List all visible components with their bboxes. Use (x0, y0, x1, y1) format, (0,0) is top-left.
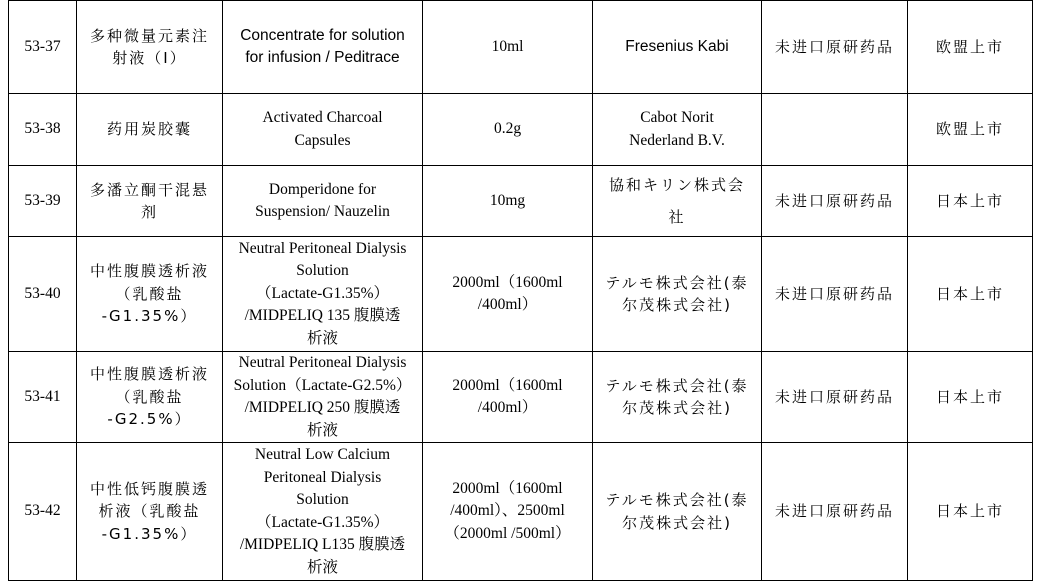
english-name: Domperidone for Suspension/ Nauzelin (223, 166, 423, 237)
category: 未进口原研药品 (762, 237, 908, 352)
category: 未进口原研药品 (762, 352, 908, 443)
specification: 2000ml（1600ml /400ml） (423, 237, 593, 352)
table-row (9, 1, 1033, 94)
specification: 0.2g (423, 94, 593, 166)
table-row (9, 443, 1033, 581)
holder: テルモ株式会社(泰 尔茂株式会社) (593, 352, 762, 443)
row-id: 53-41 (9, 352, 77, 443)
specification: 2000ml（1600ml /400ml） (423, 352, 593, 443)
specification: 10mg (423, 166, 593, 237)
category (762, 94, 908, 166)
chinese-name: 中性腹膜透析液 （乳酸盐 -G1.35%） (77, 237, 223, 352)
table-row (9, 352, 1033, 443)
market-status: 日本上市 (908, 237, 1033, 352)
holder: Cabot Norit Nederland B.V. (593, 94, 762, 166)
specification: 2000ml（1600ml /400ml）、2500ml （2000ml /500ml） (423, 443, 593, 581)
market-status: 欧盟上市 (908, 94, 1033, 166)
market-status: 日本上市 (908, 166, 1033, 237)
category: 未进口原研药品 (762, 166, 908, 237)
row-id: 53-42 (9, 443, 77, 581)
row-id: 53-40 (9, 237, 77, 352)
table-row (9, 237, 1033, 352)
english-name: Neutral Peritoneal Dialysis Solution（Lactate-G2.5%） /MIDPELIQ 250 腹膜透 析液 (223, 352, 423, 443)
english-name: Concentrate for solution for infusion / Peditrace (223, 1, 423, 94)
chinese-name: 药用炭胶囊 (77, 94, 223, 166)
table-row (9, 166, 1033, 237)
english-name: Activated Charcoal Capsules (223, 94, 423, 166)
chinese-name: 中性腹膜透析液 （乳酸盐 -G2.5%） (77, 352, 223, 443)
holder: 協和キリン株式会 社 (593, 166, 762, 237)
holder: テルモ株式会社(泰 尔茂株式会社) (593, 443, 762, 581)
row-id: 53-39 (9, 166, 77, 237)
table-row (9, 94, 1033, 166)
holder: Fresenius Kabi (593, 1, 762, 94)
row-id: 53-37 (9, 1, 77, 94)
chinese-name: 多潘立酮干混悬 剂 (77, 166, 223, 237)
holder: テルモ株式会社(泰 尔茂株式会社) (593, 237, 762, 352)
row-id: 53-38 (9, 94, 77, 166)
drug-list-table (8, 0, 1033, 581)
category: 未进口原研药品 (762, 1, 908, 94)
english-name: Neutral Peritoneal Dialysis Solution （Lactate-G1.35%） /MIDPELIQ 135 腹膜透 析液 (223, 237, 423, 352)
market-status: 日本上市 (908, 443, 1033, 581)
english-name: Neutral Low Calcium Peritoneal Dialysis Solution （Lactate-G1.35%） /MIDPELIQ L135 腹膜透 析液 (223, 443, 423, 581)
chinese-name: 多种微量元素注 射液（I） (77, 1, 223, 94)
chinese-name: 中性低钙腹膜透 析液（乳酸盐 -G1.35%） (77, 443, 223, 581)
market-status: 日本上市 (908, 352, 1033, 443)
specification: 10ml (423, 1, 593, 94)
market-status: 欧盟上市 (908, 1, 1033, 94)
category: 未进口原研药品 (762, 443, 908, 581)
